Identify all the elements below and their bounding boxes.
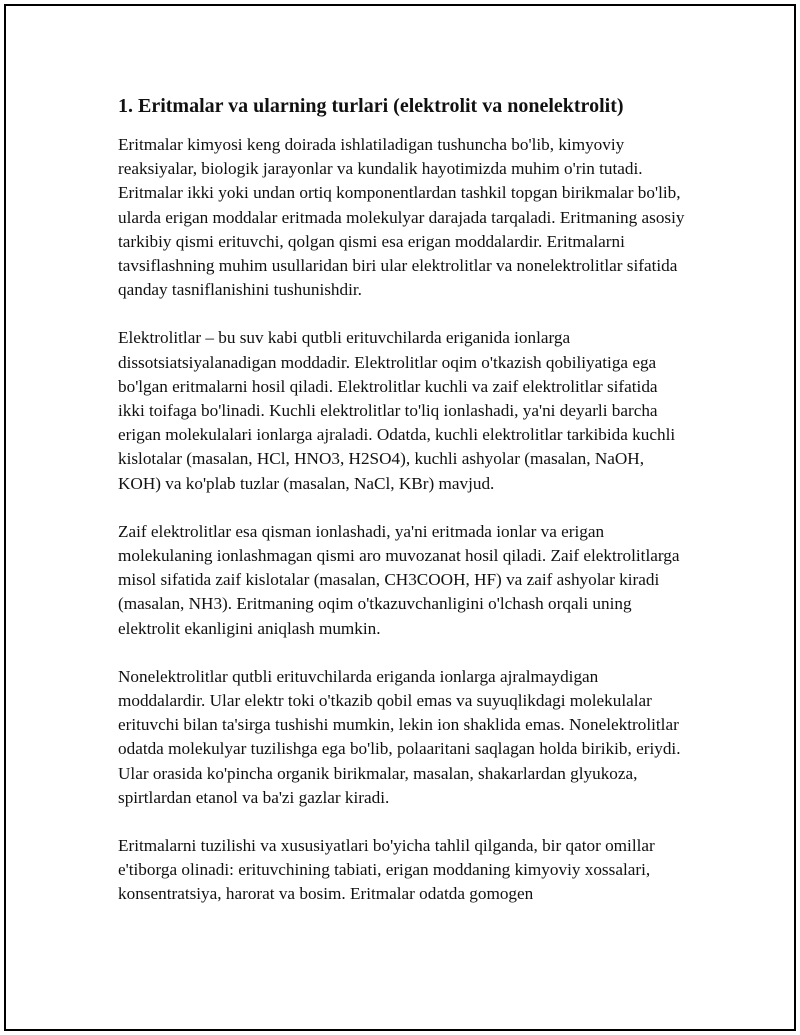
paragraph-nonelectrolytes: Nonelektrolitlar qutbli erituvchilarda eriganda ionlarga ajralmaydigan moddalardir. Ular elektr toki o'tkazib qobil emas va suyuqlikdagi molekulalar erituvchi bilan ta'sirga tushishi mumkin, lekin ion shaklida emas. Nonelektrolitlar odatda molekulyar tuzilishga ega bo'lib, polaaritani saqlagan holda birikib, eriydi. Ular orasida ko'pincha organik birikmalar, masalan, shakarlardan glyukoza, spirtlardan etanol va ba'zi gazlar kiradi.: [118, 666, 681, 807]
document-body: [118, 93, 688, 931]
document-title: 1. Eritmalar va ularning turlari (elektrolit va nonelektrolit): [118, 95, 624, 117]
paragraph-intro: Eritmalar kimyosi keng doirada ishlatiladigan tushuncha bo'lib, kimyoviy reaksiyalar, biologik jarayonlar va kundalik hayotimizda muhim o'rin tutadi. Eritmalar ikki yoki undan ortiq komponentlardan tashkil topgan birikmalar bo'lib, ularda erigan moddalar eritmada molekulyar darajada tarqaladi. Eritmaning asosiy tarkibiy qismi erituvchi, qolgan qismi esa erigan moddalardir. Eritmalarni tavsiflashning muhim usullaridan biri ular elektrolitlar va nonelektrolitlar sifatida qanday tasniflanishini tushunishdir.: [118, 135, 685, 300]
paragraph-electrolytes: Elektrolitlar – bu suv kabi qutbli erituvchilarda eriganida ionlarga dissotsiatsiyalanadigan moddadir. Elektrolitlar oqim o'tkazish qobiliyatiga ega bo'lgan eritmalarni hosil qiladi. Elektrolitlar kuchli va zaif elektrolitlar sifatida ikki toifaga bo'linadi. Kuchli elektrolitlar to'liq ionlashadi, ya'ni deyarli barcha erigan molekulalari ionlarga ajraladi. Odatda, kuchli elektrolitlar tarkibida kuchli kislotalar (masalan, HCl, HNO3, H2SO4), kuchli ashyolar (masalan, NaOH, KOH) va ko'plab tuzlar (masalan, NaCl, KBr) mavjud.: [118, 328, 676, 493]
paragraph-analysis: Eritmalarni tuzilishi va xususiyatlari bo'yicha tahlil qilganda, bir qator omillar e'tiborga olinadi: erituvchining tabiati, erigan moddaning kimyoviy xossalari, konsentratsiya, harorat va bosim. Eritmalar odatda gomogen: [118, 836, 655, 904]
paragraph-weak-electrolytes: Zaif elektrolitlar esa qisman ionlashadi, ya'ni eritmada ionlar va erigan molekulaning ionlashmagan qismi aro muvozanat hosil qiladi. Zaif elektrolitlarga misol sifatida zaif kislotalar (masalan, CH3COOH, HF) va zaif ashyolar kiradi (masalan, NH3). Eritmaning oqim o'tkazuvchanligini o'lchash orqali uning elektrolit ekanligini aniqlash mumkin.: [118, 521, 680, 638]
